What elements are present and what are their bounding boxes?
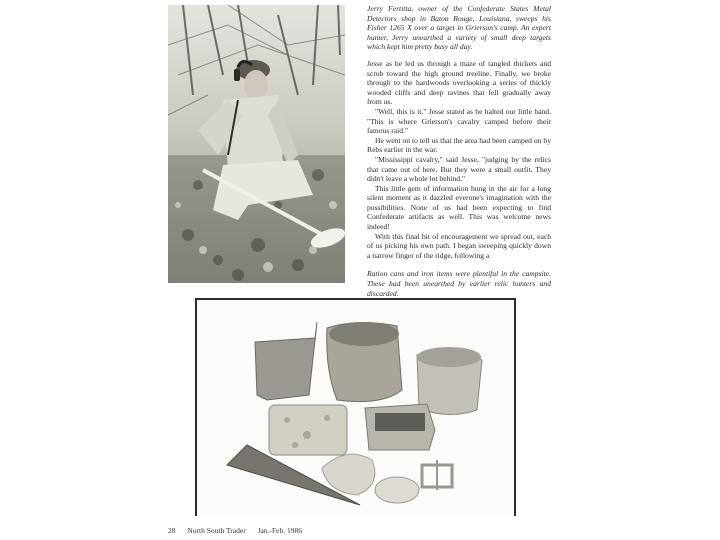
article-paragraph: "Mississippi cavalry," said Jesse, "judging by the relics that came out of here. But they were a small outfit. They didn't leave a whole lot behind." xyxy=(367,154,551,184)
article-column xyxy=(367,4,551,298)
photo-man-metal-detecting xyxy=(168,5,345,283)
photo-caption-top: Jerry Fertitta, owner of the Confederate States Metal Detectors shop in Baton Rouge, Louisiana, sweeps his Fisher 1265 X over a target in Grierson's camp. An expert hunter, Jerry unearthed a variety of small deep targets which kept him pretty busy all day. xyxy=(367,4,551,52)
photo-illustration xyxy=(168,5,345,283)
photo-relics xyxy=(195,298,516,516)
article-paragraph: He went on to tell us that the area had been camped on by Rebs earlier in the war. xyxy=(367,135,551,155)
page-number: 28 xyxy=(168,526,176,535)
article-paragraph: Jesse as he led us through a maze of tangled thickets and scrub toward the high ground treeline. Finally, we broke through to the hardwoods overlooking a series of thickly wooded cliffs and deep ravines that fell gradually away from us. xyxy=(367,58,551,107)
article-paragraph: "Well, this is it," Jesse stated as he halted our little band. "This is where Grierson's cavalry camped before their famous raid." xyxy=(367,106,551,136)
photo-illustration xyxy=(197,300,514,516)
publication-name: North South Trader xyxy=(187,526,246,535)
article-paragraph: This little gem of information hung in the air for a long silent moment as it dazzled everone's imagination with the possibilities. None of us had been expecting to find Confederate artifacts as well. This was welcome news indeed! xyxy=(367,183,551,232)
page-footer xyxy=(168,526,312,535)
article-paragraph: With this final bit of encouragement we spread out, each of us picking his own path. I began sweeping quickly down a narrow finger of the ridge, following a xyxy=(367,231,551,260)
issue-date: Jan.-Feb. 1986 xyxy=(257,526,302,535)
photo-caption-bottom: Ration cans and iron items were plentiful in the campsite. These had been unearthed by earlier relic hunters and discarded. xyxy=(367,269,551,298)
